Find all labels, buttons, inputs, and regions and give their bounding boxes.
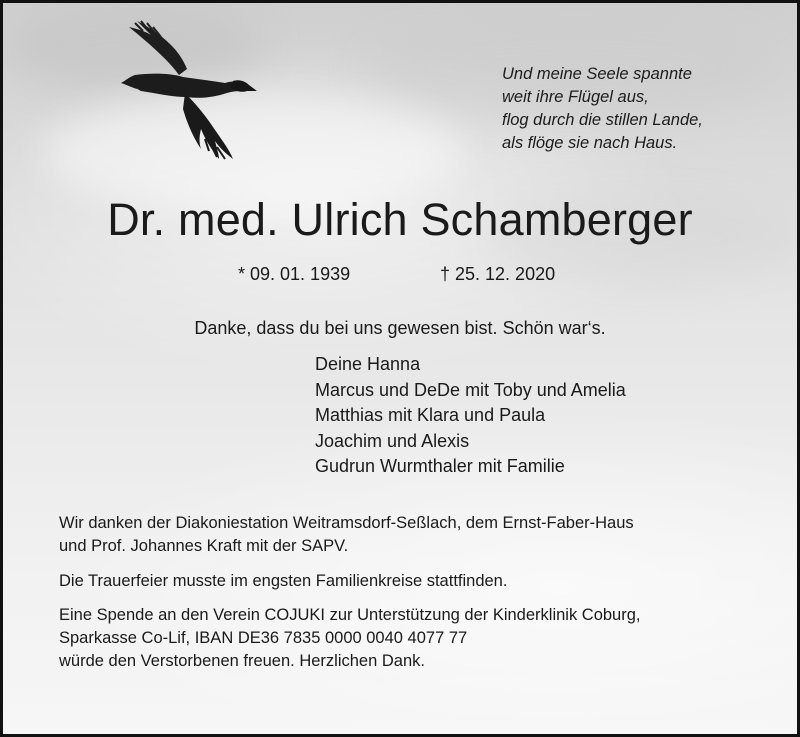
paragraph-line: und Prof. Johannes Kraft mit der SAPV. xyxy=(59,537,349,555)
mourner: Joachim und Alexis xyxy=(315,430,470,451)
thanks-paragraph xyxy=(59,512,634,558)
paragraph-line: Sparkasse Co-Lif, IBAN DE36 7835 0000 0040 4077 77 xyxy=(59,629,468,647)
deceased-name: Dr. med. Ulrich Schamberger xyxy=(107,194,693,245)
paragraph-line: Eine Spende an den Verein COJUKI zur Unterstützung der Kinderklinik Coburg, xyxy=(59,606,641,624)
raven-icon xyxy=(121,17,259,161)
poem-line: Und meine Seele spannte xyxy=(502,65,692,83)
paragraph-line: Wir danken der Diakoniestation Weitramsdorf-Seßlach, dem Ernst-Faber-Haus xyxy=(59,514,634,532)
mourner: Marcus und DeDe mit Toby und Amelia xyxy=(315,379,626,400)
mourner: Gudrun Wurmthaler mit Familie xyxy=(315,456,565,476)
paragraph-line: Die Trauerfeier musste im engsten Familienkreise stattfinden. xyxy=(59,572,508,590)
paragraph-line: würde den Verstorbenen freuen. Herzlichen Dank. xyxy=(59,652,425,670)
donation-paragraph xyxy=(59,604,641,673)
mourners-list xyxy=(315,352,626,480)
poem xyxy=(502,63,703,155)
birth-date: * 09. 01. 1939 xyxy=(238,264,351,284)
mourner: Deine Hanna xyxy=(315,354,421,374)
death-date: † 25. 12. 2020 xyxy=(440,264,556,284)
funeral-paragraph xyxy=(59,570,507,593)
farewell-message: Danke, dass du bei uns gewesen bist. Schön war‘s. xyxy=(194,318,606,338)
poem-line: weit ihre Flügel aus, xyxy=(502,88,649,106)
poem-line: als flöge sie nach Haus. xyxy=(502,134,678,152)
poem-line: flog durch die stillen Lande, xyxy=(502,111,703,129)
mourner: Matthias mit Klara und Paula xyxy=(315,405,546,425)
